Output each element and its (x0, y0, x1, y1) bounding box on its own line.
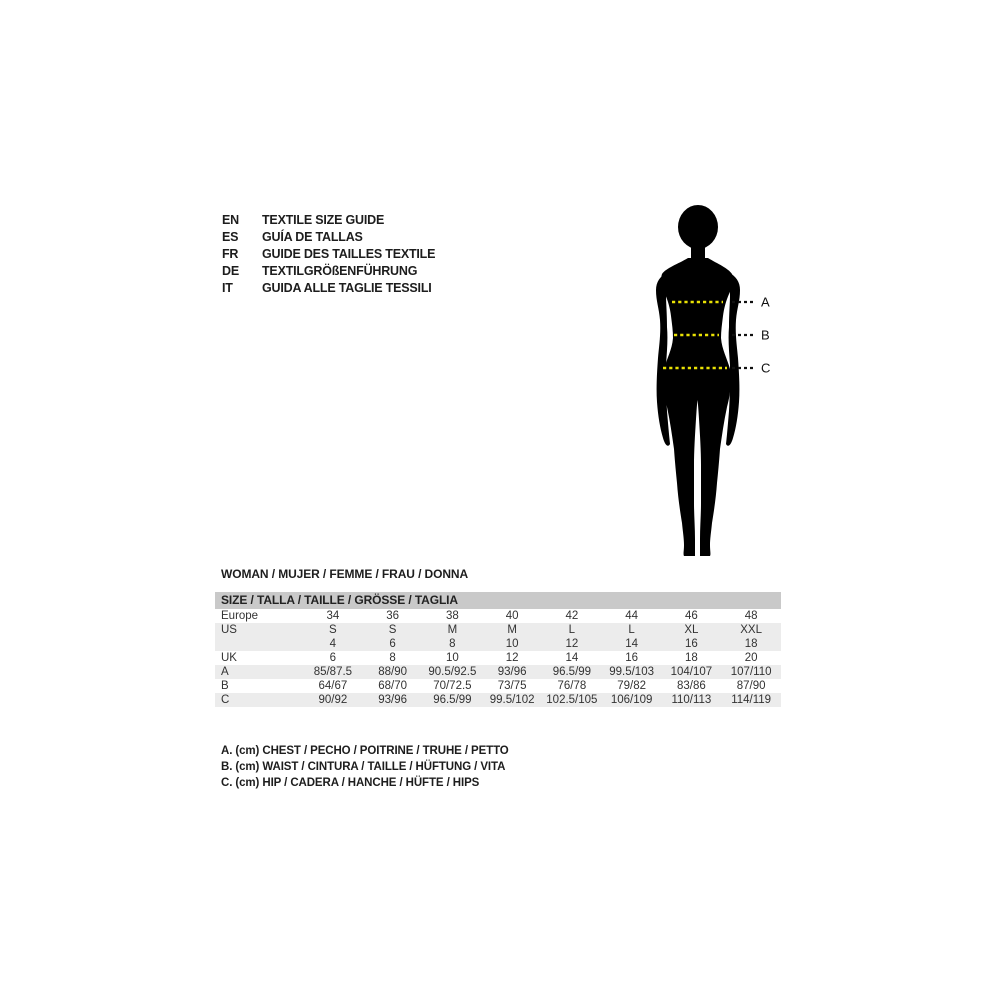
row-label: UK (221, 652, 237, 664)
size-cell: 40 (505, 610, 519, 622)
language-title: TEXTILGRÖßENFÜHRUNG (262, 264, 418, 278)
table-row (215, 679, 781, 693)
size-cell: 14 (565, 652, 579, 664)
size-cell: 107/110 (730, 666, 772, 678)
legend-line: C. (cm) HIP / CADERA / HANCHE / HÜFTE / HIPS (221, 776, 480, 789)
size-cell: 88/90 (378, 666, 408, 678)
language-row (222, 246, 435, 263)
legend-line: B. (cm) WAIST / CINTURA / TAILLE / HÜFTUNG / VITA (221, 760, 506, 773)
language-title: GUIDE DES TAILLES TEXTILE (262, 247, 436, 261)
size-cell: L (628, 624, 635, 636)
language-row (222, 229, 435, 246)
size-cell: 12 (565, 638, 579, 650)
marker-label-c: C (761, 360, 771, 376)
size-table-header: SIZE / TALLA / TAILLE / GRÖSSE / TAGLIA (215, 592, 781, 609)
size-cell: S (388, 624, 397, 636)
table-row (215, 623, 781, 637)
size-cell: 90/92 (318, 694, 348, 706)
size-cell: 90.5/92.5 (428, 666, 477, 678)
table-row (215, 651, 781, 665)
size-cell: 96.5/99 (552, 666, 592, 678)
size-cell: 46 (684, 610, 698, 622)
size-cell: XL (684, 624, 699, 636)
size-cell: 114/119 (731, 694, 772, 706)
size-cell: 6 (389, 638, 396, 650)
language-code: EN (222, 213, 239, 227)
size-cell: 16 (684, 638, 698, 650)
size-cell: 10 (505, 638, 519, 650)
size-cell: 42 (565, 610, 579, 622)
size-cell: 93/96 (378, 694, 408, 706)
size-cell: 68/70 (378, 680, 408, 692)
language-code: FR (222, 247, 239, 261)
size-cell: 4 (329, 638, 337, 650)
size-cell: S (329, 624, 337, 636)
size-cell: 14 (625, 638, 639, 650)
size-cell: 93/96 (497, 666, 527, 678)
legend-line: A. (cm) CHEST / PECHO / POITRINE / TRUHE / PETTO (221, 745, 509, 757)
size-cell: 36 (386, 610, 400, 622)
size-cell: 16 (625, 652, 639, 664)
size-cell: 18 (684, 652, 698, 664)
size-cell: 20 (744, 652, 758, 664)
size-table (215, 592, 781, 707)
size-cell: 96.5/99 (433, 694, 472, 706)
marker-label-b: B (761, 327, 770, 343)
language-title: GUÍA DE TALLAS (262, 230, 363, 244)
size-cell: 8 (449, 638, 456, 650)
row-label: A (221, 666, 229, 678)
size-cell: 70/72.5 (433, 680, 472, 692)
size-cell: 102.5/105 (546, 694, 598, 706)
size-cell: 76/78 (557, 680, 587, 692)
size-cell: 38 (445, 610, 459, 622)
size-cell: 83/86 (676, 680, 706, 692)
size-cell: 85/87.5 (313, 666, 353, 678)
size-cell: 64/67 (318, 680, 348, 692)
size-cell: 104/107 (670, 666, 713, 678)
size-cell: 44 (625, 610, 639, 622)
language-code: DE (222, 264, 239, 278)
language-row (222, 263, 435, 280)
size-cell: 48 (744, 610, 758, 622)
size-cell: XXL (740, 624, 762, 636)
size-cell: 10 (445, 652, 459, 664)
size-cell: 79/82 (617, 680, 647, 692)
size-cell: 6 (329, 652, 337, 664)
measurement-legend (221, 744, 509, 791)
size-cell: 99.5/103 (609, 666, 654, 678)
size-cell: 73/75 (497, 680, 527, 692)
row-label: US (221, 624, 237, 636)
size-cell: 99.5/102 (489, 694, 535, 706)
row-label: B (221, 680, 229, 692)
size-cell: 18 (744, 638, 758, 650)
table-row (215, 609, 781, 623)
row-label: Europe (221, 610, 259, 622)
language-code: IT (222, 281, 233, 295)
language-title: TEXTILE SIZE GUIDE (262, 213, 385, 227)
size-cell: 34 (326, 610, 340, 622)
language-code: ES (222, 230, 239, 244)
row-label (215, 637, 303, 651)
language-title-list (222, 212, 435, 297)
size-cell: L (568, 624, 576, 636)
language-row (222, 212, 435, 229)
measurement-figure (648, 204, 783, 560)
figure-svg (648, 204, 783, 560)
woman-silhouette (656, 205, 740, 556)
language-row (222, 280, 435, 297)
marker-label-a: A (761, 294, 770, 310)
size-cell: M (447, 624, 458, 636)
size-table-body (215, 609, 781, 707)
table-row (215, 693, 781, 707)
size-cell: 8 (389, 652, 396, 664)
size-cell: 87/90 (736, 680, 766, 692)
language-title: GUIDA ALLE TAGLIE TESSILI (262, 281, 432, 295)
row-label: C (221, 694, 230, 706)
size-cell: M (507, 624, 517, 636)
size-cell: 106/109 (610, 694, 653, 706)
size-cell: 110/113 (671, 694, 712, 706)
table-row (215, 665, 781, 679)
size-cell: 12 (505, 652, 519, 664)
table-row (215, 637, 781, 651)
gender-heading: WOMAN / MUJER / FEMME / FRAU / DONNA (221, 567, 469, 581)
